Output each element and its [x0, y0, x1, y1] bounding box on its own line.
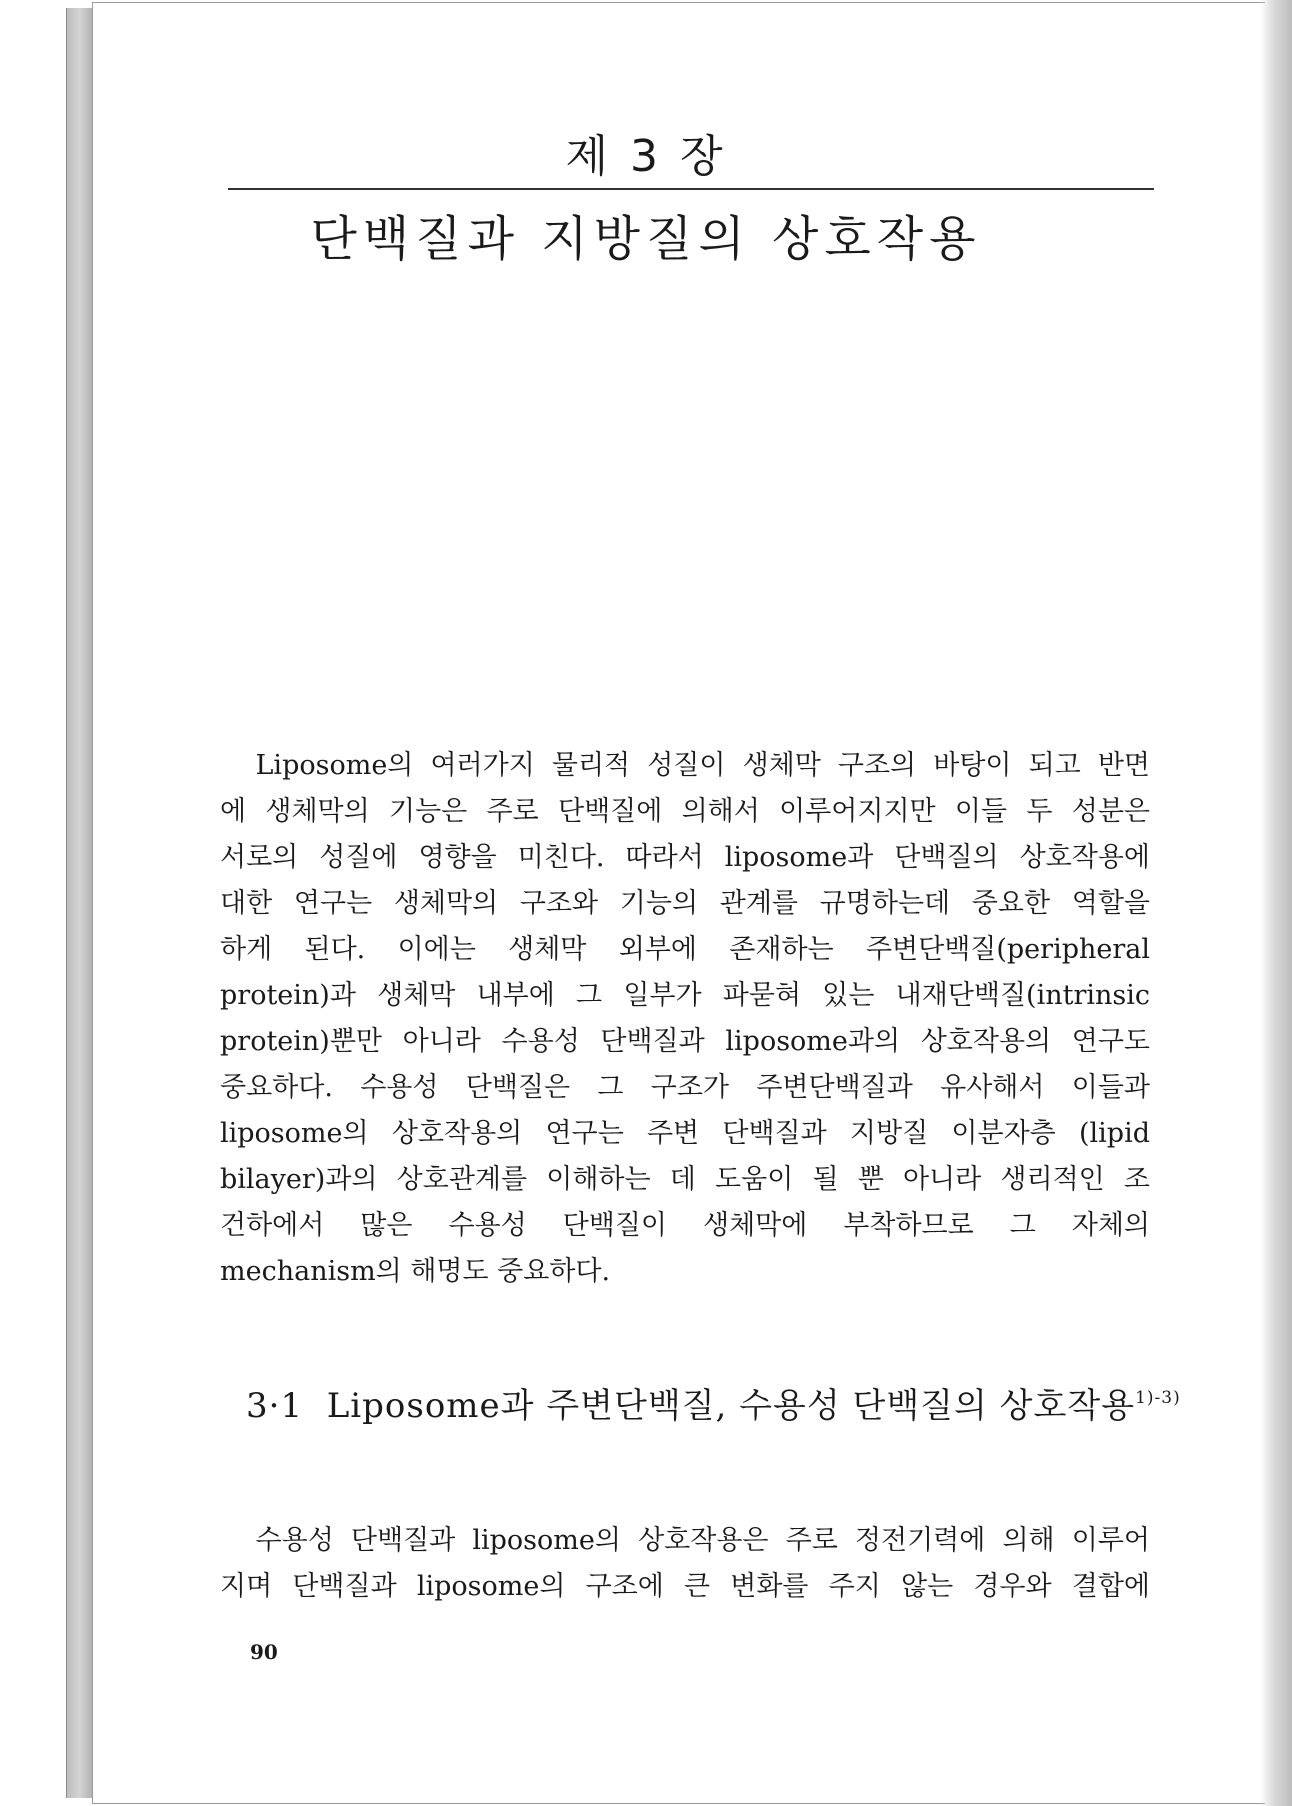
- section-heading: [246, 1378, 1181, 1427]
- footnote-reference: 1)-3): [1135, 1388, 1181, 1408]
- chapter-title: 단백질과 지방질의 상호작용: [310, 211, 982, 267]
- text-line: 지며 단백질과 liposome의 구조에 큰 변화를 주지 않는 경우와 결합에: [220, 1571, 1150, 1602]
- text-line: Liposome의 여러가지 물리적 성질이 생체막 구조의 바탕이 되고 반면: [220, 750, 1150, 781]
- text-line: protein)뿐만 아니라 수용성 단백질과 liposome과의 상호작용의 연구도: [220, 1026, 1150, 1057]
- intro-paragraph: [220, 743, 1150, 1295]
- chapter-divider: [228, 188, 1154, 190]
- text-line: 에 생체막의 기능은 주로 단백질에 의해서 이루어지지만 이들 두 성분은: [220, 796, 1150, 827]
- chapter-number: 제 3 장: [565, 131, 727, 182]
- text-line: 수용성 단백질과 liposome의 상호작용은 주로 정전기력에 의해 이루어: [220, 1525, 1150, 1556]
- text-line: mechanism의 해명도 중요하다.: [220, 1256, 611, 1287]
- section-paragraph: [220, 1518, 1150, 1610]
- text-line: 건하에서 많은 수용성 단백질이 생체막에 부착하므로 그 자체의: [220, 1210, 1150, 1241]
- text-line: liposome의 상호작용의 연구는 주변 단백질과 지방질 이분자층 (lipid: [220, 1118, 1150, 1149]
- text-line: protein)과 생체막 내부에 그 일부가 파묻혀 있는 내재단백질(intrinsic: [220, 980, 1150, 1011]
- section-title: Liposome과 주변단백질, 수용성 단백질의 상호작용: [326, 1386, 1136, 1426]
- page-number: 90: [250, 1640, 278, 1664]
- book-spine-edge: [66, 8, 95, 1798]
- section-number: 3·1: [246, 1386, 304, 1426]
- text-line: 서로의 성질에 영향을 미친다. 따라서 liposome과 단백질의 상호작용에: [220, 842, 1150, 873]
- page-right-shadow: [1260, 0, 1292, 1806]
- text-line: 중요하다. 수용성 단백질은 그 구조가 주변단백질과 유사해서 이들과: [220, 1072, 1150, 1103]
- text-line: bilayer)과의 상호관계를 이해하는 데 도움이 될 뿐 아니라 생리적인 조: [220, 1164, 1150, 1195]
- text-line: 대한 연구는 생체막의 구조와 기능의 관계를 규명하는데 중요한 역할을: [220, 888, 1150, 919]
- text-line: 하게 된다. 이에는 생체막 외부에 존재하는 주변단백질(peripheral: [220, 934, 1150, 965]
